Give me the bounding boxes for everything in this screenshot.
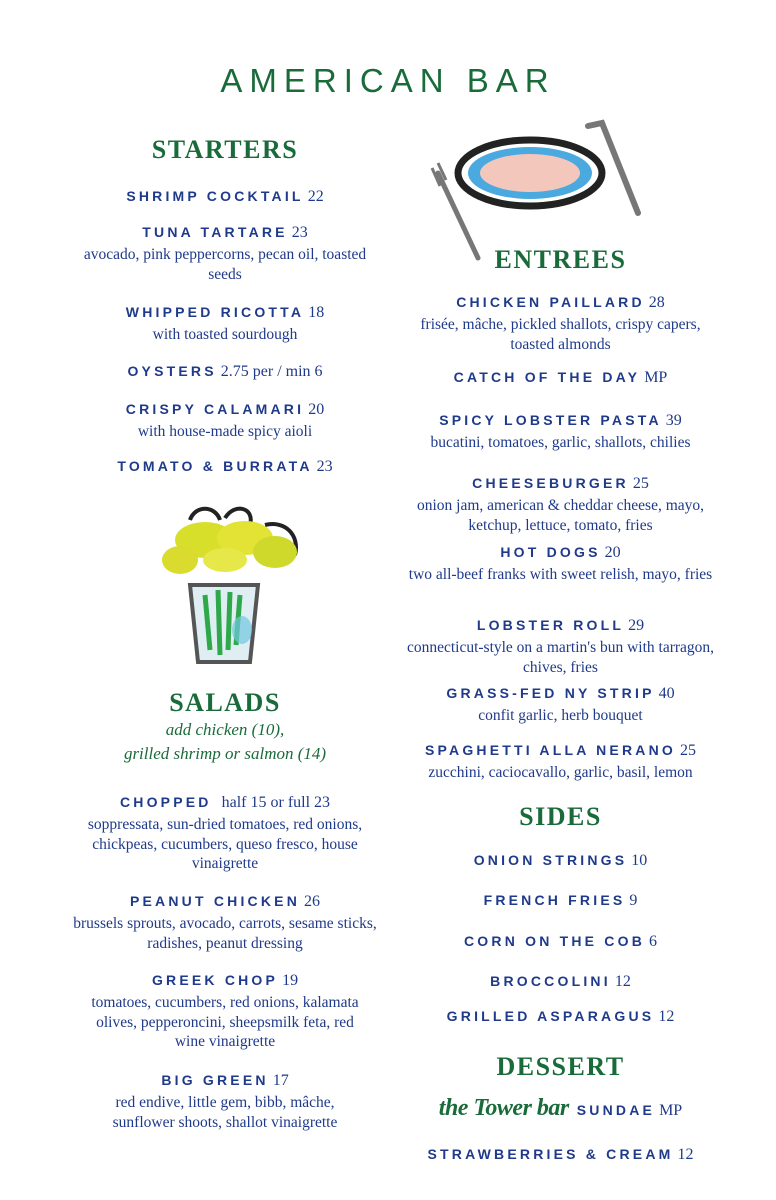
item-price: 25 bbox=[632, 475, 649, 492]
item-description: frisée, mâche, pickled shallots, crispy capers, toasted almonds bbox=[420, 316, 701, 353]
menu-item bbox=[50, 792, 400, 874]
item-description: connecticut-style on a martin's bun with tarragon, chives, fries bbox=[406, 639, 715, 676]
item-price: 40 bbox=[658, 685, 675, 702]
menu-item bbox=[398, 890, 723, 910]
item-price: 29 bbox=[628, 617, 645, 634]
menu-item bbox=[50, 361, 400, 381]
item-price: 9 bbox=[629, 892, 638, 909]
item-name: CHICKEN PAILLARD bbox=[456, 294, 645, 310]
item-name: GRILLED ASPARAGUS bbox=[446, 1008, 655, 1024]
item-description: onion jam, american & cheddar cheese, mayo, ketchup, lettuce, tomato, fries bbox=[416, 497, 705, 534]
salads-heading: SALADS bbox=[169, 688, 281, 717]
item-price: 23 bbox=[316, 458, 333, 475]
item-price: 10 bbox=[631, 852, 648, 869]
item-price: 12 bbox=[614, 973, 631, 990]
item-description: two all-beef franks with sweet relish, mayo, fries bbox=[408, 566, 713, 583]
item-name: STRAWBERRIES & CREAM bbox=[427, 1146, 674, 1162]
item-price: 18 bbox=[308, 304, 325, 321]
item-name: WHIPPED RICOTTA bbox=[125, 304, 305, 320]
item-name: GRASS-FED NY STRIP bbox=[446, 685, 655, 701]
item-name: FRENCH FRIES bbox=[483, 892, 626, 908]
item-name: CHOPPED bbox=[119, 794, 212, 810]
item-name: OYSTERS bbox=[127, 363, 217, 379]
item-price: 19 bbox=[282, 972, 299, 989]
item-price: 28 bbox=[648, 294, 665, 311]
menu-item bbox=[50, 456, 400, 476]
menu-item bbox=[50, 302, 400, 345]
flowers-in-glass-illustration bbox=[150, 500, 315, 670]
menu-item bbox=[398, 1095, 723, 1122]
item-name: TOMATO & BURRATA bbox=[117, 458, 313, 474]
starters-heading: STARTERS bbox=[151, 135, 299, 164]
item-name: SUNDAE bbox=[576, 1102, 656, 1118]
menu-item bbox=[398, 1006, 723, 1026]
item-name: GREEK CHOP bbox=[151, 972, 279, 988]
item-description: brussels sprouts, avocado, carrots, sesame sticks, radishes, peanut dressing bbox=[73, 915, 377, 952]
glass-icon bbox=[190, 585, 258, 662]
menu-item bbox=[398, 1144, 723, 1164]
item-price: 22 bbox=[307, 188, 324, 205]
item-name: CHEESEBURGER bbox=[472, 475, 629, 491]
item-price: 12 bbox=[677, 1146, 694, 1163]
item-name: BIG GREEN bbox=[161, 1072, 269, 1088]
menu-item bbox=[50, 891, 400, 953]
item-name: SHRIMP COCKTAIL bbox=[126, 188, 304, 204]
item-name: SPAGHETTI ALLA NERANO bbox=[424, 742, 676, 758]
item-description: with house-made spicy aioli bbox=[137, 423, 313, 440]
menu-item bbox=[398, 971, 723, 991]
menu-item bbox=[398, 367, 723, 387]
item-price: 12 bbox=[658, 1008, 675, 1025]
item-price: 26 bbox=[304, 893, 321, 910]
item-price: 20 bbox=[604, 544, 621, 561]
item-name: HOT DOGS bbox=[500, 544, 601, 560]
item-price: 17 bbox=[272, 1072, 289, 1089]
item-name: CRISPY CALAMARI bbox=[125, 401, 305, 417]
menu-item bbox=[50, 1070, 400, 1132]
salads-note bbox=[50, 718, 400, 766]
item-description: avocado, pink peppercorns, pecan oil, toasted seeds bbox=[83, 246, 367, 283]
item-name: BROCCOLINI bbox=[490, 973, 611, 989]
salads-note-line: add chicken (10), bbox=[165, 720, 285, 739]
item-name: ONION STRINGS bbox=[473, 852, 628, 868]
item-name: SPICY LOBSTER PASTA bbox=[439, 412, 662, 428]
plate-icon bbox=[458, 140, 602, 206]
item-price: 23 bbox=[291, 224, 308, 241]
menu-item bbox=[398, 850, 723, 870]
item-description: confit garlic, herb bouquet bbox=[478, 707, 643, 724]
item-price: 2.75 per / min 6 bbox=[220, 363, 323, 380]
item-name: PEANUT CHICKEN bbox=[129, 893, 301, 909]
tower-bar-logo: the Tower bar bbox=[438, 1095, 569, 1121]
item-description: zucchini, caciocavallo, garlic, basil, lemon bbox=[428, 764, 693, 781]
menu-item bbox=[398, 931, 723, 951]
item-description: with toasted sourdough bbox=[152, 326, 298, 343]
item-name: TUNA TARTARE bbox=[142, 224, 288, 240]
menu-item bbox=[50, 222, 400, 284]
item-name: LOBSTER ROLL bbox=[476, 617, 625, 633]
menu-item bbox=[398, 683, 723, 726]
menu-item bbox=[50, 970, 400, 1052]
menu-item bbox=[398, 473, 723, 535]
sides-heading: SIDES bbox=[519, 802, 602, 831]
menu-title: AMERICAN BAR bbox=[220, 62, 556, 99]
item-price: MP bbox=[644, 369, 668, 386]
item-price: 6 bbox=[649, 933, 657, 950]
item-name: CORN ON THE COB bbox=[464, 933, 645, 949]
menu-item bbox=[398, 542, 723, 585]
item-name: CATCH OF THE DAY bbox=[453, 369, 641, 385]
salads-note-line: grilled shrimp or salmon (14) bbox=[123, 744, 327, 763]
entrees-heading: ENTREES bbox=[494, 245, 627, 274]
menu-item bbox=[398, 410, 723, 453]
item-description: soppressata, sun-dried tomatoes, red onions, chickpeas, cucumbers, queso fresco, house vinaigrette bbox=[87, 816, 363, 872]
dessert-heading: DESSERT bbox=[496, 1052, 625, 1081]
item-price: 20 bbox=[308, 401, 325, 418]
item-description: tomatoes, cucumbers, red onions, kalamata olives, pepperoncini, sheepsmilk feta, red wine vinaigrette bbox=[91, 994, 359, 1050]
menu-item bbox=[398, 740, 723, 783]
item-price: 25 bbox=[680, 742, 696, 759]
item-price: MP bbox=[659, 1102, 683, 1119]
flowers-icon bbox=[162, 509, 297, 574]
menu-item bbox=[50, 186, 400, 206]
item-description: bucatini, tomatoes, garlic, shallots, chilies bbox=[430, 434, 691, 451]
item-price: 39 bbox=[665, 412, 682, 429]
menu-item bbox=[398, 615, 723, 677]
menu-item bbox=[50, 399, 400, 442]
item-price: half 15 or full 23 bbox=[221, 794, 331, 811]
menu-item bbox=[398, 292, 723, 354]
item-description: red endive, little gem, bibb, mâche, sunflower shoots, shallot vinaigrette bbox=[112, 1094, 338, 1131]
